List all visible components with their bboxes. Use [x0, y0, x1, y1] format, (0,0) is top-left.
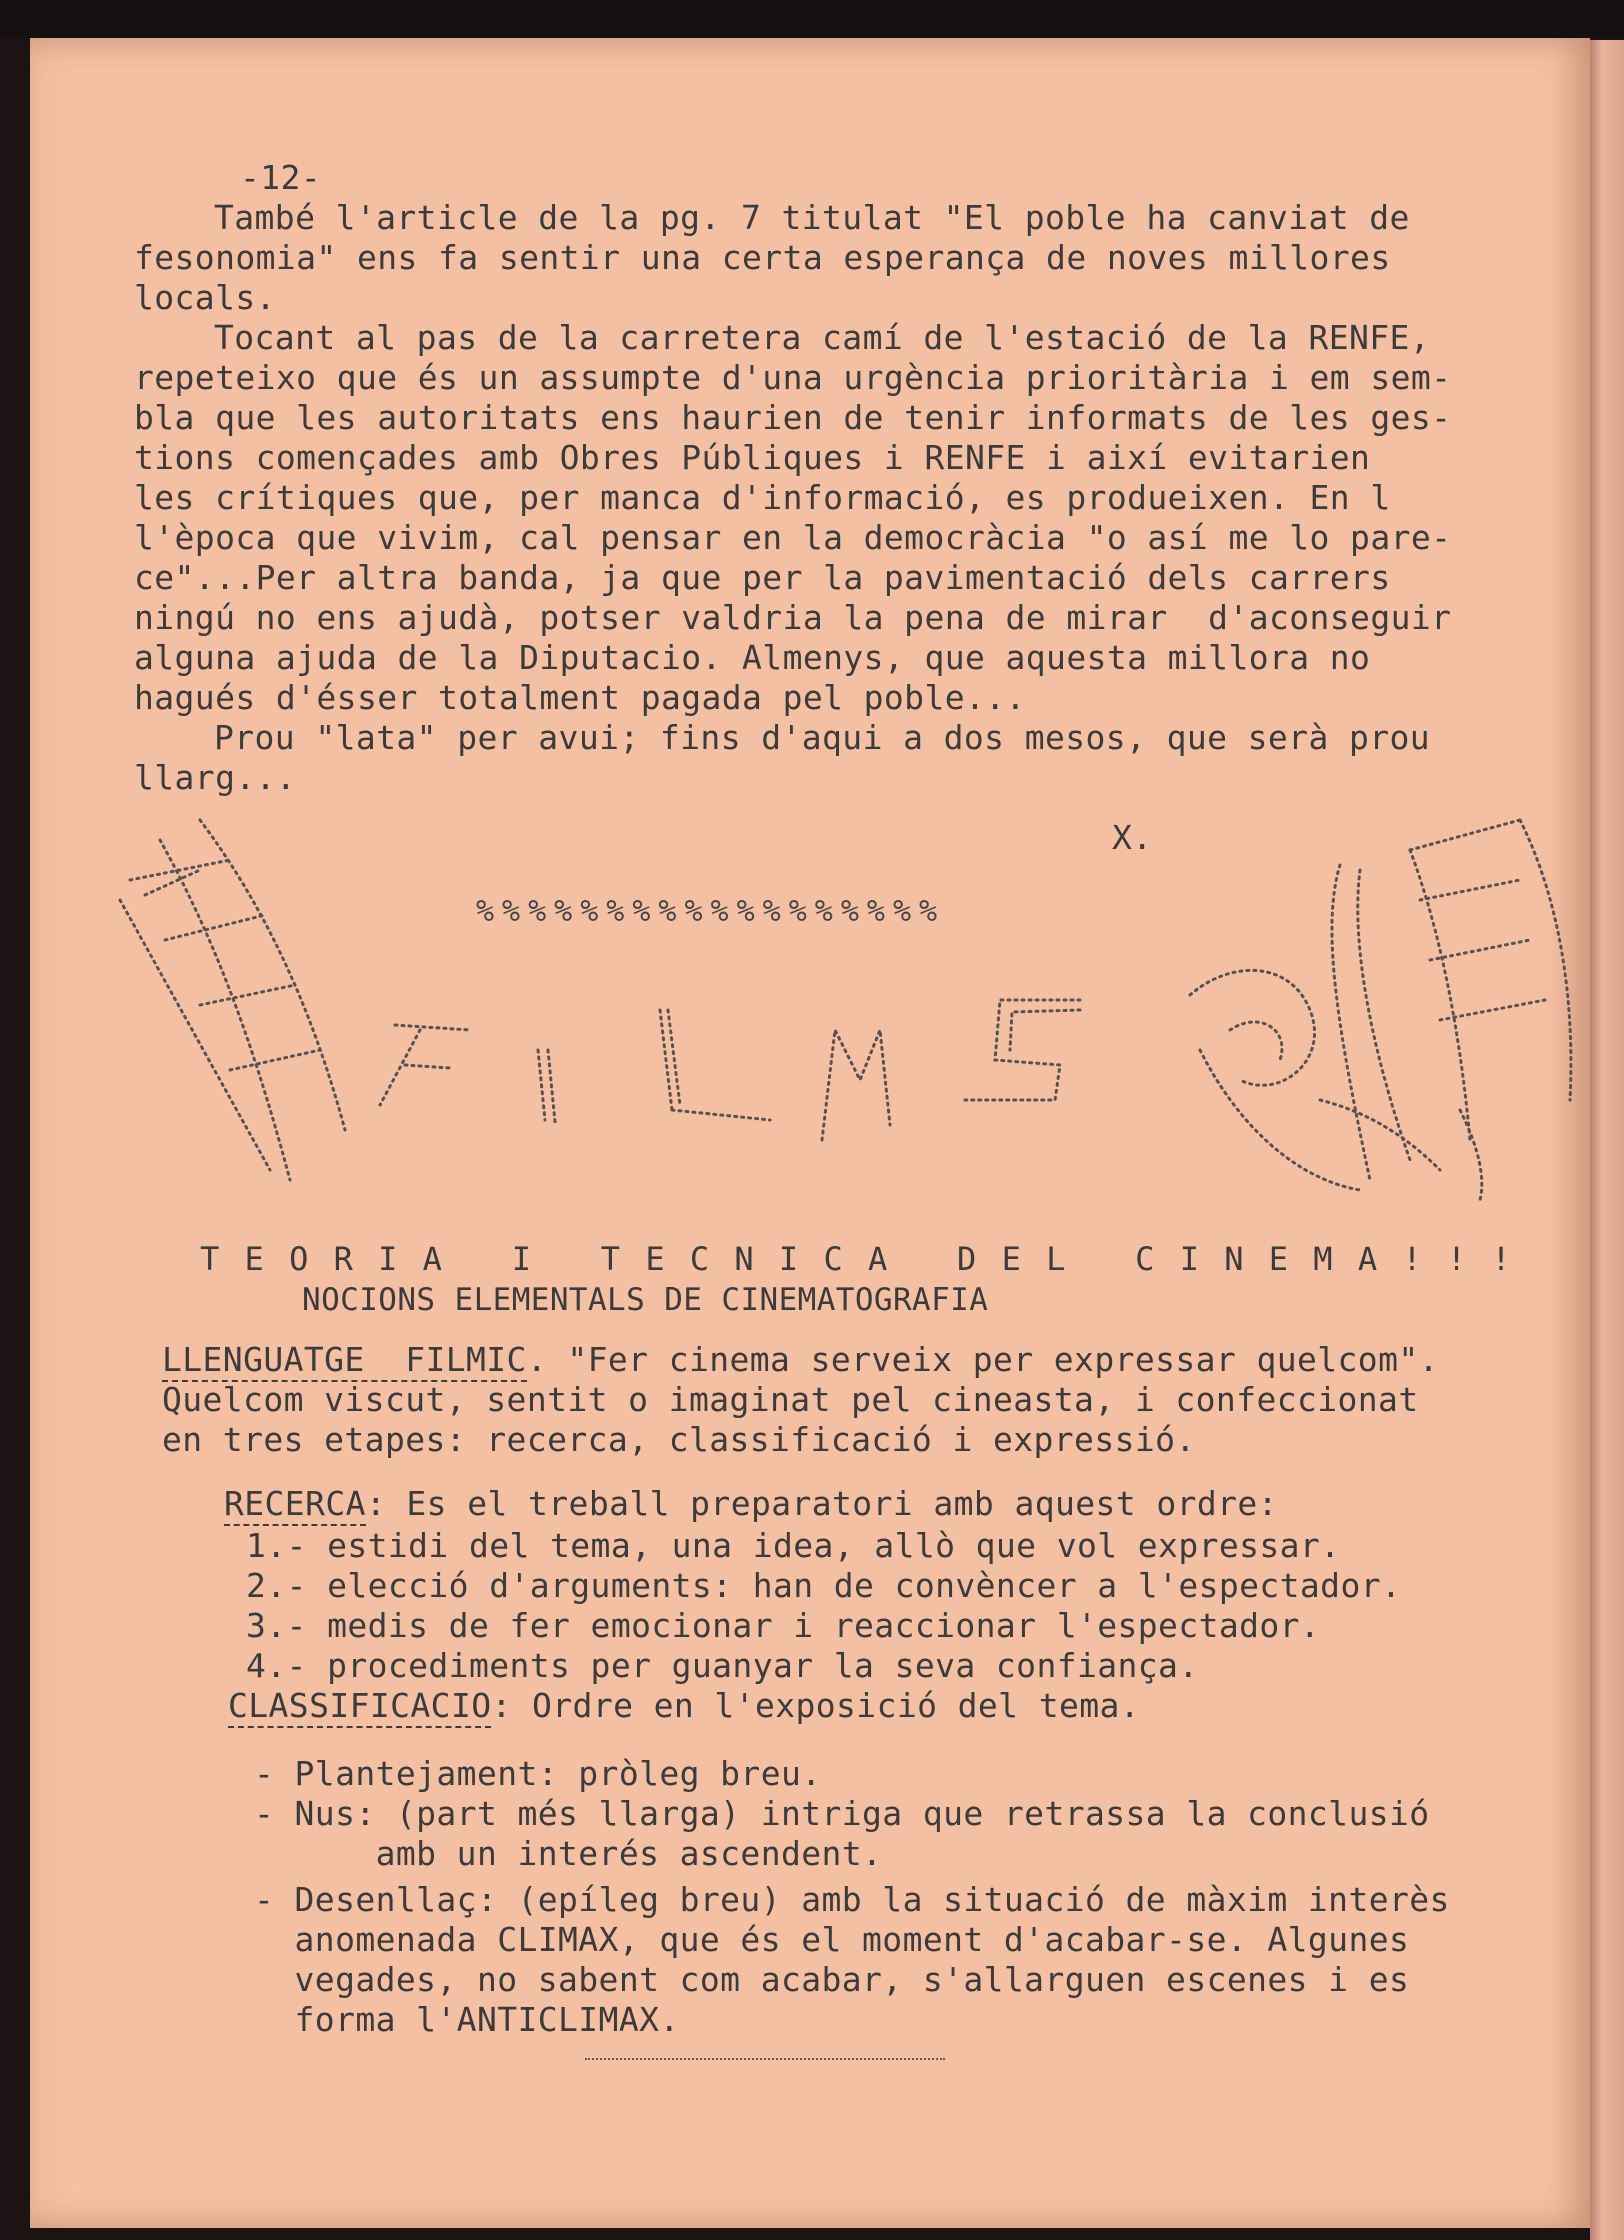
- classificacio-line: [228, 1686, 1140, 1725]
- intro-text: . "Fer cinema serveix per expressar quelcom".: [526, 1340, 1439, 1379]
- article-line: l'època que vivim, cal pensar en la democràcia "o así me lo pare-: [134, 518, 1452, 557]
- classificacio-text: : Ordre en l'exposició del tema.: [491, 1686, 1141, 1725]
- film-reel-right-icon: [1190, 820, 1571, 1200]
- article-line: les crítiques que, per manca d'informació, es produeixen. En l: [134, 478, 1391, 517]
- article-line: ningú no ens ajudà, potser valdria la pena de mirar d'aconseguir: [134, 598, 1452, 637]
- section-title: T E O R I A I T E C N I C A D E L C I N E M A ! ! !: [200, 1240, 1514, 1278]
- article-line: bla que les autoritats ens haurien de tenir informats de les ges-: [134, 398, 1452, 437]
- film-strip-left-icon: [120, 820, 345, 1180]
- end-dotted-rule: [585, 2058, 945, 2060]
- classificacio-item: anomenada CLIMAX, que és el moment d'acabar-se. Algunes: [254, 1920, 1410, 1959]
- article-signature: X.: [1112, 818, 1153, 857]
- article-line: alguna ajuda de la Diputacio. Almenys, que aquesta millora no: [134, 638, 1371, 677]
- classificacio-item: vegades, no sabent com acabar, s'allarguen escenes i es: [254, 1960, 1410, 1999]
- letter-s-doodle: [965, 1000, 1080, 1100]
- article-line: repeteixo que és un assumpte d'una urgència prioritària i em sem-: [134, 358, 1452, 397]
- letter-l-doodle: [660, 1010, 770, 1120]
- recerca-heading: RECERCA: [224, 1484, 366, 1526]
- article-line: Prou "lata" per avui; fins d'aqui a dos mesos, que serà prou: [214, 718, 1431, 757]
- classificacio-item: - Desenllaç: (epíleg breu) amb la situació de màxim interès: [254, 1880, 1450, 1919]
- recerca-item: 4.- procediments per guanyar la seva confiança.: [246, 1646, 1199, 1685]
- classificacio-item: - Nus: (part més llarga) intriga que retrassa la conclusió: [254, 1794, 1430, 1833]
- recerca-text: : Es el treball preparatori amb aquest ordre:: [365, 1484, 1278, 1523]
- recerca-item: 2.- elecció d'arguments: han de convèncer a l'espectador.: [246, 1566, 1402, 1605]
- intro-line-2: Quelcom viscut, sentit o imaginat pel cineasta, i confeccionat: [162, 1380, 1419, 1419]
- recerca-item: 3.- medis de fer emocionar i reaccionar l'espectador.: [246, 1606, 1321, 1645]
- article-line: Tocant al pas de la carretera camí de l'estació de la RENFE,: [214, 318, 1431, 357]
- article-line: hagués d'ésser totalment pagada pel poble...: [134, 678, 1026, 717]
- letter-f-doodle: [380, 1025, 470, 1105]
- percent-separator: %%%%%%%%%%%%%%%%%%: [476, 894, 946, 929]
- page-number: -12-: [240, 158, 322, 197]
- intro-line-1: [162, 1340, 1439, 1379]
- classificacio-item: - Plantejament: pròleg breu.: [254, 1754, 822, 1793]
- banner-word-label: [540, 1170, 584, 1186]
- article-line: llarg...: [134, 758, 297, 797]
- intro-line-3: en tres etapes: recerca, classificació i expressió.: [162, 1420, 1196, 1459]
- intro-heading: LLENGUATGE FILMIC: [162, 1340, 527, 1382]
- letter-m-doodle: [822, 1030, 890, 1140]
- recerca-line: [224, 1484, 1278, 1523]
- section-subtitle: NOCIONS ELEMENTALS DE CINEMATOGRAFIA: [302, 1282, 989, 1318]
- article-line: fesonomia" ens fa sentir una certa esperança de noves millores: [134, 238, 1391, 277]
- letter-i-doodle: [538, 1050, 555, 1122]
- article-line: locals.: [134, 278, 276, 317]
- classificacio-item: amb un interés ascendent.: [254, 1834, 883, 1873]
- article-line: tions començades amb Obres Públiques i RENFE i així evitarien: [134, 438, 1371, 477]
- classificacio-item: forma l'ANTICLIMAX.: [254, 2000, 680, 2039]
- classificacio-heading: CLASSIFICACIO: [228, 1686, 491, 1728]
- article-line: ce"...Per altra banda, ja que per la pavimentació dels carrers: [134, 558, 1391, 597]
- recerca-item: 1.- estidi del tema, una idea, allò que vol expressar.: [246, 1526, 1341, 1565]
- article-line: També l'article de la pg. 7 titulat "El poble ha canviat de: [214, 198, 1410, 237]
